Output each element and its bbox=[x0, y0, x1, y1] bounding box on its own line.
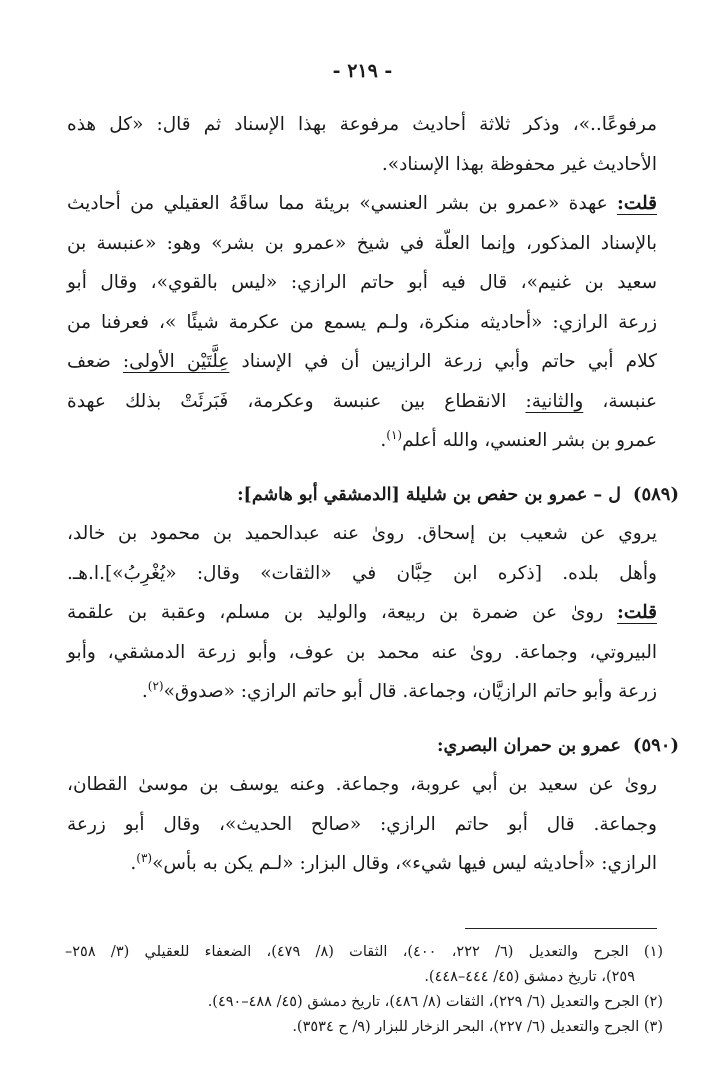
text-line: روىٰ عن سعيد بن أبي عروبة، وجماعة. وعنه يوسف بن موسىٰ القطان، bbox=[67, 774, 657, 795]
text-span: ضعف bbox=[67, 351, 123, 372]
entry-heading bbox=[67, 726, 679, 766]
period: . bbox=[130, 853, 137, 874]
text-span: كلام أبي حاتم وأبي زرعة الرازيين أن في الإسناد bbox=[229, 351, 657, 372]
entry-title: عمرو بن حمران البصري: bbox=[437, 735, 621, 756]
text-span: زرعة وأبو حاتم الرازيَّان، وجماعة. قال أبو حاتم الرازي: «صدوق» bbox=[163, 681, 657, 702]
text-line bbox=[67, 382, 657, 422]
period: . bbox=[380, 430, 387, 451]
footnotes bbox=[65, 940, 663, 1040]
text-line: زرعة الرازي: «أحاديثه منكرة، ولـم يسمع من عكرمة شيئًا »، فعرفنا من bbox=[67, 311, 657, 333]
entry-number: (٥٩٠) bbox=[632, 734, 679, 756]
text-line: بالإسناد المذكور، وإنما العلّة في شيخ «عمرو بن بشر» وهو: «عنبسة بن bbox=[67, 232, 658, 254]
entry-heading bbox=[67, 475, 679, 515]
footnote-1: (١) الجرح والتعديل (٦/ ٢٢٢، ٤٠٠)، الثقات (٨/ ٤٧٩)، الضعفاء للعقيلي (٣/ ٢٥٨– bbox=[65, 944, 664, 960]
underlined-phrase: عِلَّتَيْن الأولى: bbox=[122, 351, 230, 372]
text-line: سعيد بن غنيم»، قال فيه أبو حاتم الرازي: «ليس بالقوي»، وقال أبو bbox=[67, 272, 657, 293]
text-line: مرفوعًا..»، وذكر ثلاثة أحاديث مرفوعة بهذا الإسناد ثم قال: «كل هذه bbox=[67, 114, 657, 135]
text-span: الانقطاع بين عنبسة وعكرمة، فَبَرئَتْ بذلك عهدة bbox=[67, 390, 526, 412]
text-line bbox=[67, 593, 657, 633]
entry-number: (٥٨٩) bbox=[632, 483, 679, 505]
text-span: روىٰ عن ضمرة بن ربيعة، والوليد بن مسلم، وعقبة بن علقمة bbox=[67, 602, 618, 623]
footnote-divider bbox=[465, 928, 657, 929]
footnote-ref: (٢) bbox=[147, 678, 164, 693]
page-number: - ٢١٩ - bbox=[332, 60, 393, 82]
text-line: وأهل بلده. [ذكره ابن حِبَّان في «الثقات» وقال: «يُغْرِبُ»].ا.هـ. bbox=[67, 562, 657, 584]
text-line bbox=[67, 184, 657, 224]
footnote-1-continued: ٢٥٩)، تاريخ دمشق (٤٥/ ٤٤٤–٤٤٨). bbox=[424, 969, 635, 985]
entry-title: ل – عمرو بن حفص بن شليلة [الدمشقي أبو هاشم]: bbox=[237, 484, 621, 505]
footnote-ref: (١) bbox=[386, 427, 403, 442]
qult-label: قلت: bbox=[617, 193, 657, 214]
footnote-2: (٢) الجرح والتعديل (٦/ ٢٢٩)، الثقات (٨/ ٤٨٦)، تاريخ دمشق (٤٥/ ٤٨٨–٤٩٠). bbox=[207, 994, 663, 1010]
text-line: يروي عن شعيب بن إسحاق. روىٰ عنه عبدالحميد بن محمود بن خالد، bbox=[67, 523, 657, 544]
text-span: عهدة «عمرو بن بشر العنسي» بريئة مما ساقَهُ العقيلي من أحاديث bbox=[67, 193, 618, 214]
text-span: عمرو بن بشر العنسي، والله أعلم bbox=[402, 430, 657, 451]
text-span: عنبسة، bbox=[583, 390, 657, 412]
text-line bbox=[67, 421, 657, 461]
text-line: الأحاديث غير محفوظة بهذا الإسناد». bbox=[381, 153, 657, 175]
period: . bbox=[141, 681, 148, 702]
qult-label: قلت: bbox=[617, 602, 657, 623]
underlined-phrase: والثانية: bbox=[525, 390, 584, 412]
text-line bbox=[67, 342, 657, 382]
text-line bbox=[67, 672, 657, 712]
text-span: الرازي: «أحاديثه ليس فيها شيء»، وقال البزار: «لـم يكن به بأس» bbox=[152, 853, 657, 874]
footnote-3: (٣) الجرح والتعديل (٦/ ٢٢٧)، البحر الزخار للبزار (٩/ ح ٣٥٣٤). bbox=[292, 1019, 663, 1035]
main-text bbox=[67, 105, 679, 884]
text-line bbox=[67, 844, 657, 884]
footnote-ref: (٣) bbox=[136, 850, 153, 865]
text-line: البيروتي، وجماعة. روىٰ عنه محمد بن عوف، وأبو زرعة الدمشقي، وأبو bbox=[67, 641, 657, 663]
text-line: وجماعة. قال أبو حاتم الرازي: «صالح الحديث»، وقال أبو زرعة bbox=[67, 813, 657, 835]
